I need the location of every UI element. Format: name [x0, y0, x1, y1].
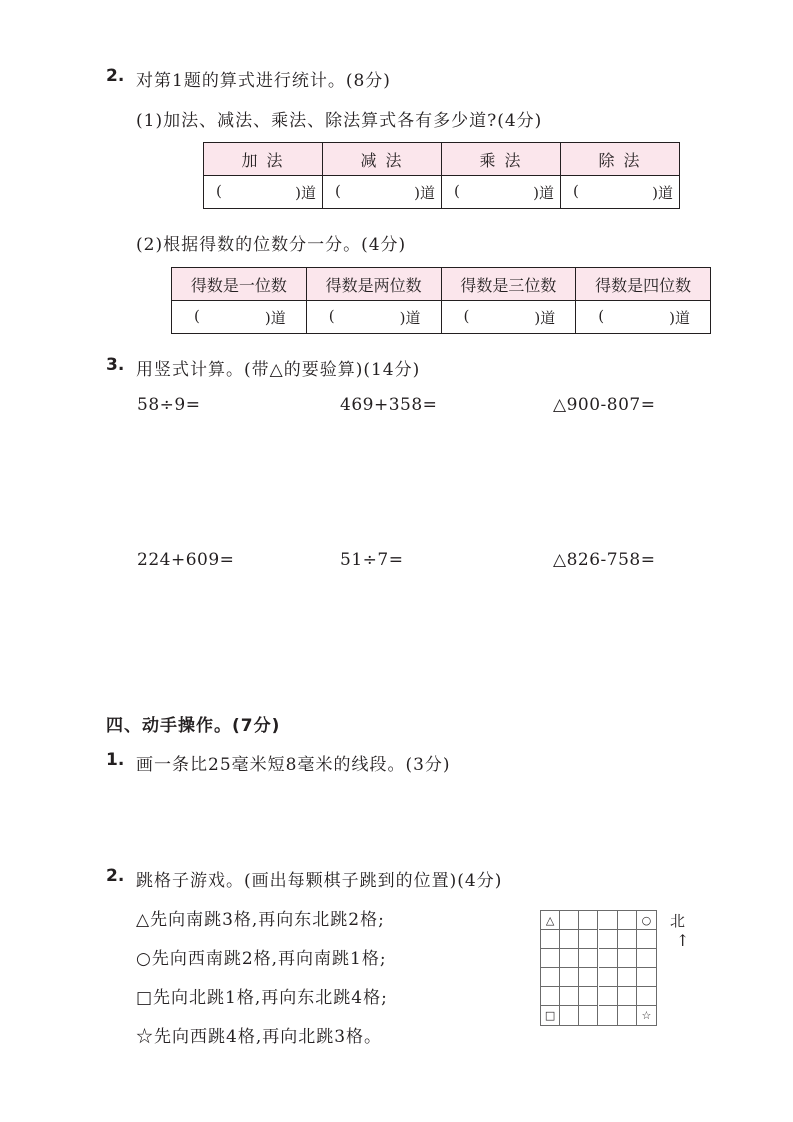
unit-label: )道 — [264, 308, 286, 327]
grid-cell[interactable] — [579, 911, 598, 930]
game-piece-icon: ☆ — [641, 1009, 652, 1022]
grid-cell[interactable] — [618, 987, 637, 1006]
open-paren: ( — [335, 181, 341, 200]
grid-cell[interactable] — [599, 949, 618, 968]
question-title: 跳格子游戏。(画出每颗棋子跳到的位置)(4分) — [136, 871, 503, 891]
unit-label: )道 — [414, 183, 435, 202]
grid-cell[interactable] — [560, 968, 579, 987]
answer-cell[interactable] — [441, 301, 576, 334]
grid-cell[interactable] — [579, 968, 598, 987]
table-header: 得数是四位数 — [576, 268, 711, 301]
answer-cell[interactable] — [172, 301, 307, 334]
grid-cell[interactable] — [618, 911, 637, 930]
unit-label: )道 — [399, 308, 421, 327]
open-paren: ( — [216, 181, 222, 200]
grid-cell[interactable] — [579, 930, 598, 949]
instruction-line: □先向北跳1格,再向东北跳4格; — [136, 988, 388, 1008]
table-header: 除 法 — [561, 143, 680, 176]
open-paren: ( — [194, 306, 200, 325]
question-number: 3. — [106, 355, 125, 375]
sub-question-2: (2)根据得数的位数分一分。(4分) — [136, 235, 407, 255]
grid-cell[interactable] — [599, 1006, 618, 1025]
grid-cell[interactable] — [541, 930, 560, 949]
question-title: 用竖式计算。(带△的要验算)(14分) — [136, 360, 421, 380]
calc-expression: 51÷7= — [340, 550, 404, 570]
unit-label: )道 — [533, 183, 554, 202]
question-title: 对第1题的算式进行统计。(8分) — [136, 71, 391, 91]
grid-cell[interactable] — [637, 987, 656, 1006]
grid-cell[interactable] — [541, 1006, 560, 1025]
grid-cell[interactable] — [560, 1006, 579, 1025]
calc-expression: 469+358= — [340, 395, 438, 415]
grid-cell[interactable] — [637, 1006, 656, 1025]
grid-cell[interactable] — [618, 949, 637, 968]
grid-cell[interactable] — [560, 930, 579, 949]
unit-label: )道 — [534, 308, 556, 327]
question-number: 2. — [106, 66, 125, 86]
unit-label: )道 — [295, 183, 316, 202]
operation-count-table — [203, 142, 680, 209]
table-header: 得数是三位数 — [441, 268, 576, 301]
grid-cell[interactable] — [618, 930, 637, 949]
section-title: 四、动手操作。(7分) — [106, 716, 281, 736]
table-header: 加 法 — [204, 143, 323, 176]
calc-expression: 224+609= — [137, 550, 235, 570]
grid-cell[interactable] — [579, 949, 598, 968]
calc-expression: △900-807= — [553, 395, 656, 415]
grid-cell[interactable] — [618, 1006, 637, 1025]
grid-cell[interactable] — [637, 968, 656, 987]
digit-count-table — [171, 267, 711, 334]
answer-cell[interactable] — [442, 176, 561, 209]
sub-question-1: (1)加法、减法、乘法、除法算式各有多少道?(4分) — [136, 111, 543, 131]
answer-cell[interactable] — [323, 176, 442, 209]
open-paren: ( — [463, 306, 470, 325]
north-label: 北 — [670, 912, 686, 930]
table-header: 减 法 — [323, 143, 442, 176]
answer-cell[interactable] — [306, 301, 441, 334]
calc-expression: △826-758= — [553, 550, 656, 570]
instruction-line: △先向南跳3格,再向东北跳2格; — [136, 910, 385, 930]
grid-cell[interactable] — [579, 987, 598, 1006]
grid-cell[interactable] — [599, 911, 618, 930]
instruction-line: ○先向西南跳2格,再向南跳1格; — [136, 949, 387, 969]
grid-cell[interactable] — [579, 1006, 598, 1025]
calc-expression: 58÷9= — [137, 395, 201, 415]
answer-cell[interactable] — [576, 301, 711, 334]
question-number: 1. — [106, 750, 125, 770]
grid-cell[interactable] — [637, 911, 656, 930]
grid-cell[interactable] — [599, 930, 618, 949]
open-paren: ( — [454, 181, 460, 200]
game-piece-icon: □ — [544, 1009, 556, 1022]
grid-cell[interactable] — [541, 911, 560, 930]
grid-cell[interactable] — [637, 930, 656, 949]
grid-cell[interactable] — [560, 987, 579, 1006]
grid-cell[interactable] — [541, 968, 560, 987]
north-arrow-icon: ↑ — [676, 931, 690, 950]
answer-cell[interactable] — [561, 176, 680, 209]
answer-cell[interactable] — [204, 176, 323, 209]
unit-label: )道 — [669, 308, 690, 327]
open-paren: ( — [598, 306, 605, 325]
grid-cell[interactable] — [560, 911, 579, 930]
question-number: 2. — [106, 866, 125, 886]
jump-grid[interactable] — [540, 910, 657, 1026]
grid-cell[interactable] — [618, 968, 637, 987]
grid-cell[interactable] — [599, 987, 618, 1006]
game-piece-icon: △ — [545, 913, 555, 927]
grid-cell[interactable] — [541, 949, 560, 968]
table-header: 得数是两位数 — [306, 268, 441, 301]
unit-label: )道 — [652, 183, 673, 202]
open-paren: ( — [573, 181, 579, 200]
question-title: 画一条比25毫米短8毫米的线段。(3分) — [136, 755, 451, 775]
grid-cell[interactable] — [599, 968, 618, 987]
instruction-line: ☆先向西跳4格,再向北跳3格。 — [136, 1027, 383, 1047]
grid-cell[interactable] — [541, 987, 560, 1006]
table-header: 乘 法 — [442, 143, 561, 176]
table-header: 得数是一位数 — [172, 268, 307, 301]
game-piece-icon: ○ — [641, 913, 652, 927]
grid-cell[interactable] — [560, 949, 579, 968]
grid-cell[interactable] — [637, 949, 656, 968]
open-paren: ( — [328, 306, 335, 325]
